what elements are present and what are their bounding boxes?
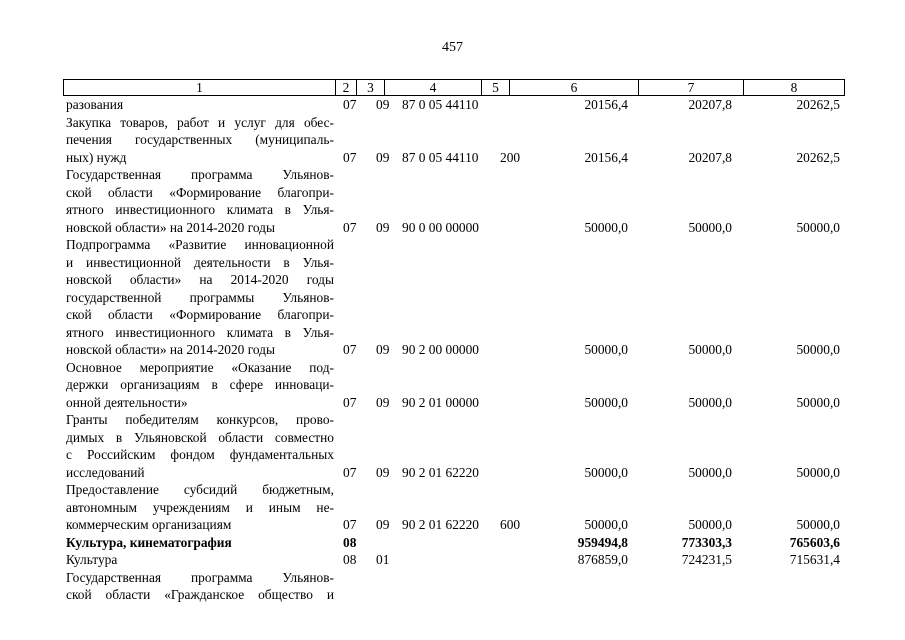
table-header [63, 79, 845, 96]
cell-c6: 20156,4 [584, 149, 628, 165]
cell-c6: 50000,0 [584, 517, 628, 532]
cell-c7: 773303,3 [681, 534, 732, 550]
cell-c4: 90 0 00 00000 [402, 219, 479, 235]
description-line: государственной программы Ульянов- [66, 289, 334, 305]
table-row [0, 551, 905, 569]
description-line: новской области» на 2014-2020 годы [66, 272, 334, 287]
cell-c7: 20207,8 [688, 97, 732, 112]
description-line: Закупка товаров, работ и услуг для обес- [66, 114, 334, 130]
cell-c7: 50000,0 [688, 342, 732, 357]
description-line: ятного инвестиционного климата в Улья- [66, 324, 334, 340]
header-col-5: 5 [481, 80, 509, 95]
cell-c6: 50000,0 [584, 464, 628, 480]
header-col-2: 2 [335, 80, 356, 95]
cell-c6: 50000,0 [584, 342, 628, 357]
cell-c3: 09 [376, 342, 390, 357]
header-col-6: 6 [509, 80, 638, 95]
header-col-3: 3 [356, 80, 384, 95]
cell-c5: 600 [500, 517, 521, 532]
table-row [0, 359, 905, 412]
cell-c6: 959494,8 [577, 534, 628, 550]
description-line: с Российским фондом фундаментальных [66, 447, 334, 462]
row-description [66, 569, 334, 604]
cell-c8: 765603,6 [789, 534, 840, 550]
cell-c6: 50000,0 [584, 394, 628, 410]
description-line: Основное мероприятие «Оказание под- [66, 359, 334, 375]
description-line: автономным учреждениям и иным не- [66, 499, 334, 515]
cell-c3: 09 [376, 517, 390, 532]
cell-c2: 08 [343, 534, 357, 550]
cell-c3: 09 [376, 394, 390, 410]
cell-c6: 876859,0 [577, 552, 628, 567]
table-row [0, 236, 905, 359]
cell-c2: 07 [343, 219, 357, 235]
table-row [0, 481, 905, 534]
cell-c8: 715631,4 [789, 552, 840, 567]
description-line: коммерческим организациям [66, 517, 232, 532]
description-line: разования [66, 97, 124, 112]
row-description [66, 411, 334, 481]
header-col-1: 1 [196, 80, 203, 95]
cell-c3: 01 [376, 552, 390, 567]
cell-c8: 50000,0 [796, 517, 840, 532]
cell-c4: 90 2 01 62220 [402, 517, 479, 532]
description-line: ской области «Формирование благопри- [66, 184, 334, 200]
description-line: ской области «Формирование благопри- [66, 307, 334, 322]
header-col-7: 7 [638, 80, 743, 95]
cell-c7: 50000,0 [688, 464, 732, 480]
row-description [66, 236, 334, 359]
description-line: и инвестиционной деятельности в Улья- [66, 254, 334, 270]
header-col-8: 8 [743, 80, 844, 95]
cell-c6: 20156,4 [584, 97, 628, 112]
cell-c4: 87 0 05 44110 [402, 97, 479, 112]
description-line: Культура [66, 552, 118, 567]
description-line: Государственная программа Ульянов- [66, 569, 334, 585]
header-col-4: 4 [384, 80, 481, 95]
row-description [66, 114, 334, 167]
cell-c7: 50000,0 [688, 394, 732, 410]
description-line: димых в Ульяновской области совместно [66, 429, 334, 445]
row-description [66, 96, 334, 114]
cell-c2: 07 [343, 149, 357, 165]
cell-c7: 50000,0 [688, 517, 732, 532]
row-description [66, 551, 334, 569]
description-line: держки организациям в сфере инноваци- [66, 377, 334, 392]
table-row [0, 114, 905, 167]
cell-c6: 50000,0 [584, 219, 628, 235]
cell-c8: 50000,0 [796, 219, 840, 235]
cell-c8: 50000,0 [796, 394, 840, 410]
table-row [0, 569, 905, 604]
cell-c3: 09 [376, 219, 390, 235]
row-description [66, 166, 334, 236]
cell-c3: 09 [376, 149, 390, 165]
cell-c2: 07 [343, 342, 357, 357]
cell-c2: 07 [343, 97, 357, 112]
table-row [0, 411, 905, 481]
description-line: Подпрограмма «Развитие инновационной [66, 237, 334, 252]
cell-c4: 87 0 05 44110 [402, 149, 479, 165]
description-line: исследований [66, 464, 145, 480]
table-row [0, 166, 905, 236]
description-line: ятного инвестиционного климата в Улья- [66, 202, 334, 217]
description-line: Предоставление субсидий бюджетным, [66, 482, 334, 497]
cell-c4: 90 2 01 62220 [402, 464, 479, 480]
table-row [0, 534, 905, 552]
description-line: ных) нужд [66, 149, 127, 165]
description-line: онной деятельности» [66, 394, 188, 410]
cell-c4: 90 2 00 00000 [402, 342, 479, 357]
row-description [66, 534, 334, 552]
table-row [0, 96, 905, 114]
row-description [66, 481, 334, 534]
cell-c2: 07 [343, 394, 357, 410]
cell-c8: 50000,0 [796, 342, 840, 357]
row-description [66, 359, 334, 412]
description-line: Гранты победителям конкурсов, прово- [66, 412, 334, 427]
cell-c2: 07 [343, 517, 357, 532]
description-line: новской области» на 2014-2020 годы [66, 219, 275, 235]
description-line: Государственная программа Ульянов- [66, 167, 334, 182]
description-line: печения государственных (муниципаль- [66, 132, 334, 147]
cell-c4: 90 2 01 00000 [402, 394, 479, 410]
cell-c8: 20262,5 [796, 149, 840, 165]
description-line: Культура, кинематография [66, 534, 232, 550]
cell-c3: 09 [376, 97, 390, 112]
cell-c2: 07 [343, 464, 357, 480]
cell-c2: 08 [343, 552, 357, 567]
cell-c7: 50000,0 [688, 219, 732, 235]
description-line: новской области» на 2014-2020 годы [66, 342, 275, 357]
cell-c5: 200 [500, 149, 521, 165]
cell-c8: 20262,5 [796, 97, 840, 112]
cell-c3: 09 [376, 464, 390, 480]
page-number: 457 [442, 40, 463, 55]
cell-c7: 20207,8 [688, 149, 732, 165]
cell-c8: 50000,0 [796, 464, 840, 480]
description-line: ской области «Гражданское общество и [66, 587, 334, 602]
cell-c7: 724231,5 [681, 552, 732, 567]
